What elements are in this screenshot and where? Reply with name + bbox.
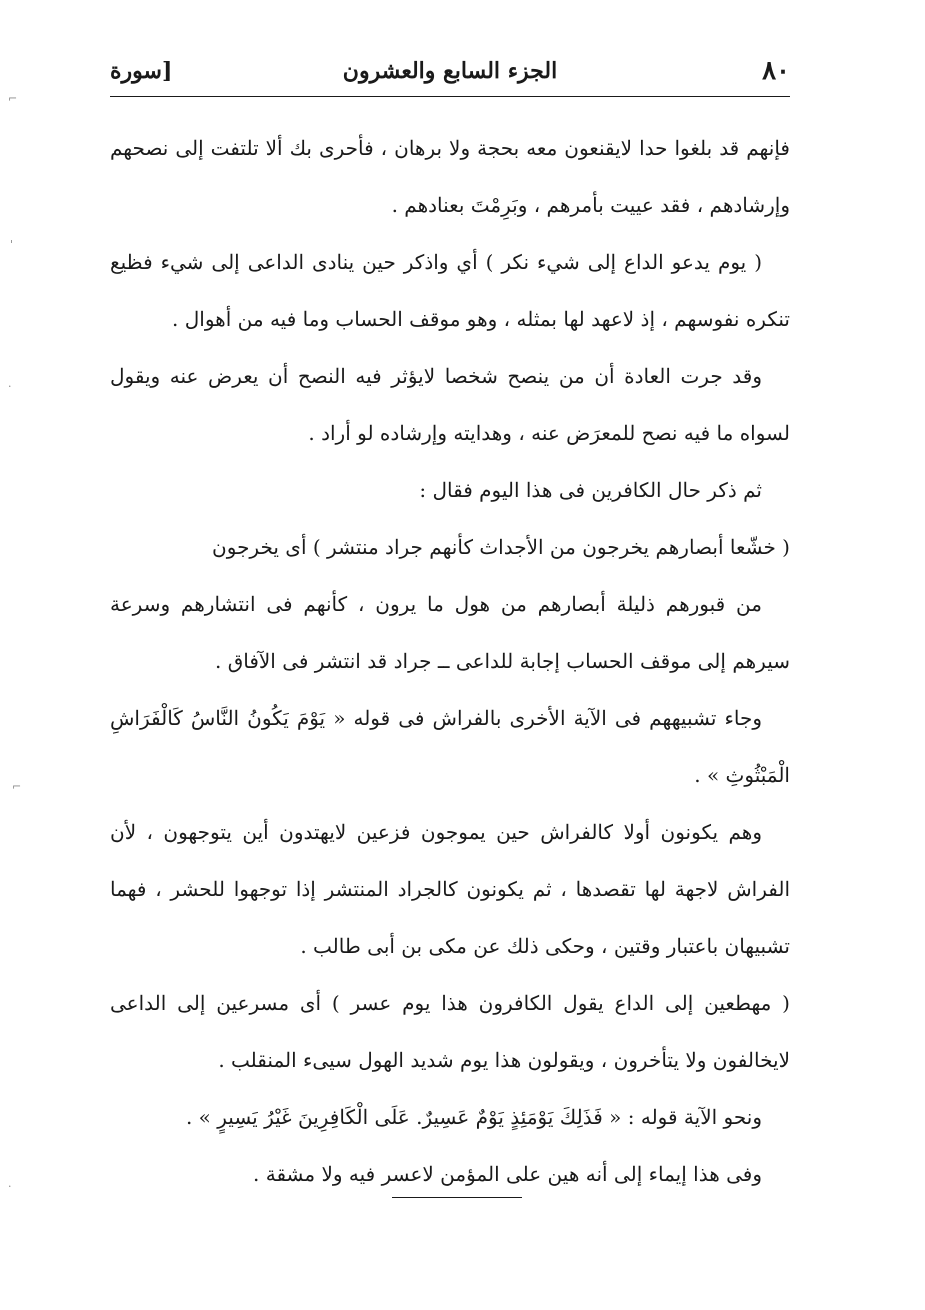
paragraph: ونحو الآية قوله : « فَذَلِكَ يَوْمَئِذٍ يَوْمٌ عَسِيرٌ. عَلَى الْكَافِرِينَ غَيْرُ يَسِيرٍ » . [185,1105,762,1129]
running-title: الجزء السابع والعشرون [342,58,558,84]
end-rule [392,1197,522,1198]
page-header [110,52,790,94]
scan-artifact: ⌐ [12,780,22,793]
body-text [110,120,790,1203]
paragraph: وجاء تشبيههم فى الآية الأخرى بالفراش فى قوله « يَوْمَ يَكُونُ النَّاسُ كَالْفَرَاشِ الْمَبْثُوثِ » . [110,706,790,787]
surah-label: [سورة [110,58,173,84]
scan-artifact: ' [10,238,14,251]
paragraph: فإنهم قد بلغوا حدا لايقنعون معه بحجة ولا برهان ، فأحرى بك ألا تلتفت إلى نصحهم وإرشادهم ، فقد عييت بأمرهم ، وبَرِمْتَ بعنادهم . [110,136,790,217]
paragraph: وقد جرت العادة أن من ينصح شخصا لايؤثر فيه النصح أن يعرض عنه ويقول لسواه ما فيه نصح للمعرَض عنه ، وهدايته وإرشاده لو أراد . [110,364,790,445]
paragraph: ( مهطعين إلى الداع يقول الكافرون هذا يوم عسر ) أى مسرعين إلى الداعى لايخالفون ولا يتأخرون ، ويقولون هذا يوم شديد الهول سيىء المنقلب . [110,991,790,1072]
paragraph: ( خشّعا أبصارهم يخرجون من الأجداث كأنهم جراد منتشر ) أى يخرجون [212,535,790,559]
scan-artifact: ⌐ [8,92,18,105]
paragraph: ( يوم يدعو الداع إلى شيء نكر ) أي واذكر حين ينادى الداعى إلى شيء فظيع تنكره نفوسهم ، إذ لاعهد لها بمثله ، وهو موقف الحساب وما فيه من أهوال . [110,250,790,331]
paragraph: وفى هذا إيماء إلى أنه هين على المؤمن لاعسر فيه ولا مشقة . [253,1162,762,1186]
paragraph: من قبورهم ذليلة أبصارهم من هول ما يرون ، كأنهم فى انتشارهم وسرعة سيرهم إلى موقف الحساب إجابة للداعى ــ جراد قد انتشر فى الآفاق . [110,592,790,673]
paragraph: وهم يكونون أولا كالفراش حين يموجون فزعين لايهتدون أين يتوجهون ، لأن الفراش لاجهة لها تقصدها ، ثم يكونون كالجراد المنتشر إذا توجهوا للحشر ، فهما تشبيهان باعتبار وقتين ، وحكى ذلك عن مكى بن أبى طالب . [110,820,790,958]
scan-artifact: · [8,1180,12,1193]
scan-artifact: · [8,380,12,393]
page-number: ٨٠ [762,56,790,86]
paragraph: ثم ذكر حال الكافرين فى هذا اليوم فقال : [419,478,762,502]
header-rule [110,96,790,97]
